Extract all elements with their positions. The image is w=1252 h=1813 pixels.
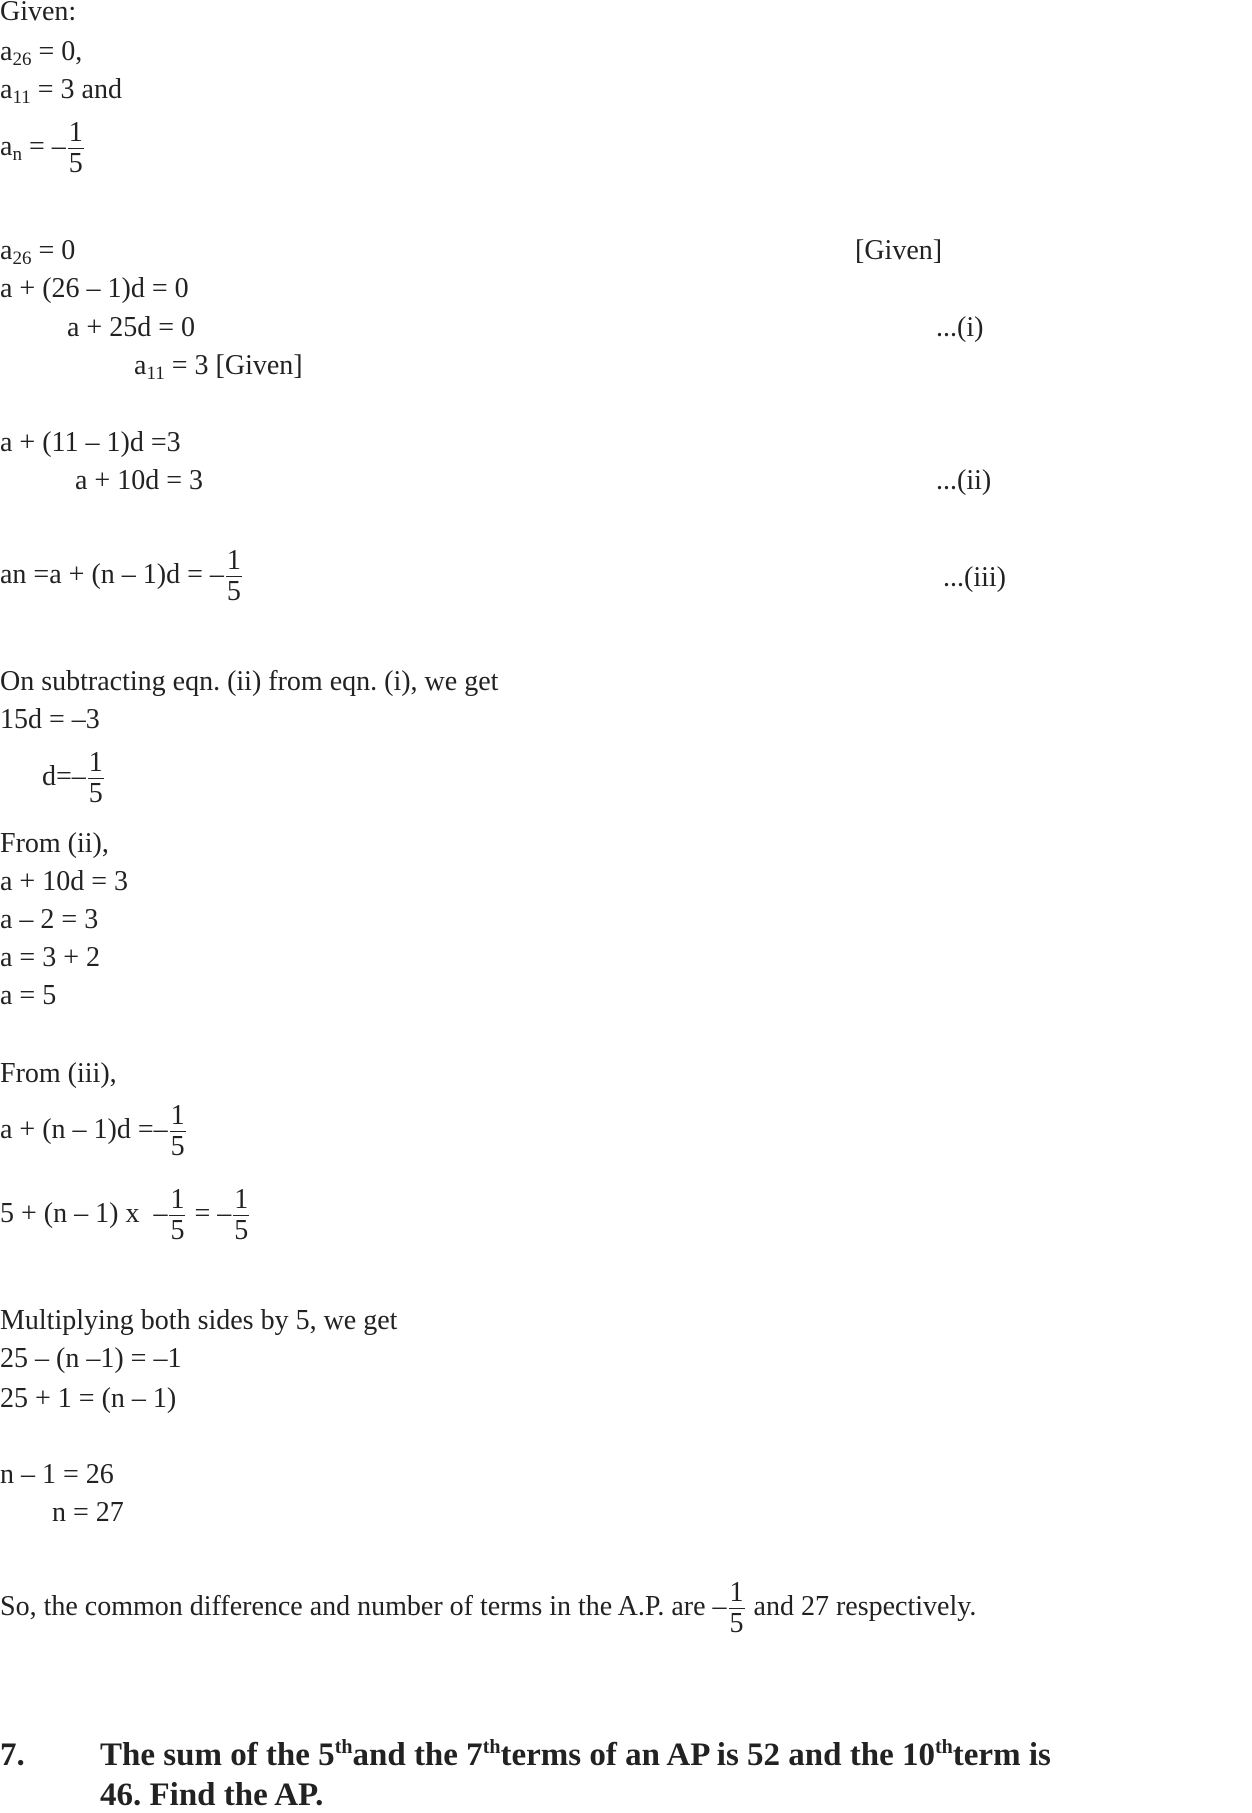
text-segment: 11 xyxy=(146,363,165,384)
eq-line: a + 10d = 3 xyxy=(0,866,129,897)
text-segment: th xyxy=(935,1736,953,1758)
text-segment: 5 xyxy=(170,1131,185,1162)
fraction-numerator: 1 xyxy=(226,545,241,576)
eq-line: a = 3 + 2 xyxy=(0,942,101,973)
text-segment: 11 xyxy=(12,87,31,108)
fraction-numerator: 1 xyxy=(68,117,83,148)
fraction-numerator: 1 xyxy=(170,1184,185,1215)
text-line: Multiplying both sides by 5, we get xyxy=(0,1305,398,1336)
eq-line xyxy=(0,1101,188,1162)
text-segment: 5 xyxy=(226,576,241,607)
text-segment: 5 xyxy=(234,1215,249,1246)
eq-tag-i: ...(i) xyxy=(936,312,984,343)
eq-line xyxy=(0,1185,251,1246)
eq-line: 15d = –3 xyxy=(0,704,100,735)
eq-line: a = 5 xyxy=(0,980,57,1011)
text-segment: 5 + (n – 1) x – xyxy=(0,1197,168,1229)
fraction xyxy=(88,748,104,809)
text-segment: = – xyxy=(187,1197,232,1229)
given-a11 xyxy=(0,73,122,107)
text-segment: a xyxy=(134,350,147,381)
text-segment: 26 xyxy=(12,49,32,70)
given-tag: [Given] xyxy=(855,235,943,266)
eq-a11 xyxy=(134,349,303,383)
given-an xyxy=(0,118,86,179)
question-number: 7. xyxy=(0,1737,25,1773)
question-text xyxy=(100,1736,1051,1774)
eq-line: a + (11 – 1)d =3 xyxy=(0,427,181,458)
text-segment: terms of an AP is 52 and the 10 xyxy=(500,1737,935,1773)
text-segment: = 3 [Given] xyxy=(164,350,303,381)
eq-d xyxy=(42,748,106,809)
eq-a26 xyxy=(0,234,75,268)
text-segment: a xyxy=(0,235,13,266)
text-segment: and the 7 xyxy=(352,1737,483,1773)
eq-line: a – 2 = 3 xyxy=(0,904,99,935)
eq-iii xyxy=(0,546,244,607)
text-segment: an =a + (n – 1)d = – xyxy=(0,558,224,590)
fraction-numerator: 1 xyxy=(170,1100,185,1131)
text-segment: = 0 xyxy=(31,235,76,266)
eq-line: n = 27 xyxy=(52,1497,124,1528)
fraction xyxy=(170,1101,186,1162)
fraction xyxy=(226,546,242,607)
eq-tag-ii: ...(ii) xyxy=(936,465,992,496)
text-segment: = – xyxy=(21,130,66,162)
fraction-numerator: 1 xyxy=(88,747,103,778)
fraction xyxy=(233,1185,249,1246)
text-segment: n xyxy=(12,143,22,165)
text-segment: a xyxy=(0,36,13,67)
text-segment: term is xyxy=(952,1737,1051,1773)
text-segment: 26 xyxy=(12,248,32,269)
text-line: From (ii), xyxy=(0,828,109,859)
text-line: On subtracting eqn. (ii) from eqn. (i), we get xyxy=(0,666,499,697)
text-segment: th xyxy=(482,1736,501,1758)
fraction xyxy=(169,1185,185,1246)
eq-ii: a + 10d = 3 xyxy=(75,465,204,496)
eq-line: 25 + 1 = (n – 1) xyxy=(0,1383,177,1414)
text-line: From (iii), xyxy=(0,1058,117,1089)
text-segment: 5 xyxy=(170,1215,185,1246)
question-text-line2: 46. Find the AP. xyxy=(100,1777,324,1813)
fraction-numerator: 1 xyxy=(729,1577,744,1608)
text-segment: So, the common difference and number of terms in the A.P. are – xyxy=(0,1590,727,1622)
text-segment: = 3 and xyxy=(30,74,122,105)
text-segment: a xyxy=(0,130,13,162)
fraction xyxy=(68,118,84,179)
eq-line: n – 1 = 26 xyxy=(0,1459,114,1490)
eq-line: 25 – (n –1) = –1 xyxy=(0,1343,182,1374)
eq-i: a + 25d = 0 xyxy=(67,312,196,343)
eq-tag-iii: ...(iii) xyxy=(943,562,1006,593)
eq-line: a + (26 – 1)d = 0 xyxy=(0,273,189,304)
text-segment: a xyxy=(0,74,13,105)
given-label: Given: xyxy=(0,0,77,27)
text-segment: d=– xyxy=(42,760,86,792)
given-a26 xyxy=(0,35,82,69)
text-segment: 5 xyxy=(68,148,83,179)
text-segment: and 27 respectively. xyxy=(746,1590,977,1622)
text-segment: 5 xyxy=(729,1608,744,1639)
text-segment: = 0, xyxy=(31,36,83,67)
text-segment: 5 xyxy=(88,778,103,809)
fraction xyxy=(729,1578,745,1639)
fraction-numerator: 1 xyxy=(234,1184,249,1215)
text-segment: th xyxy=(334,1736,353,1758)
text-segment: a + (n – 1)d =– xyxy=(0,1113,168,1145)
text-segment: The sum of the 5 xyxy=(100,1737,335,1773)
conclusion xyxy=(0,1578,976,1639)
